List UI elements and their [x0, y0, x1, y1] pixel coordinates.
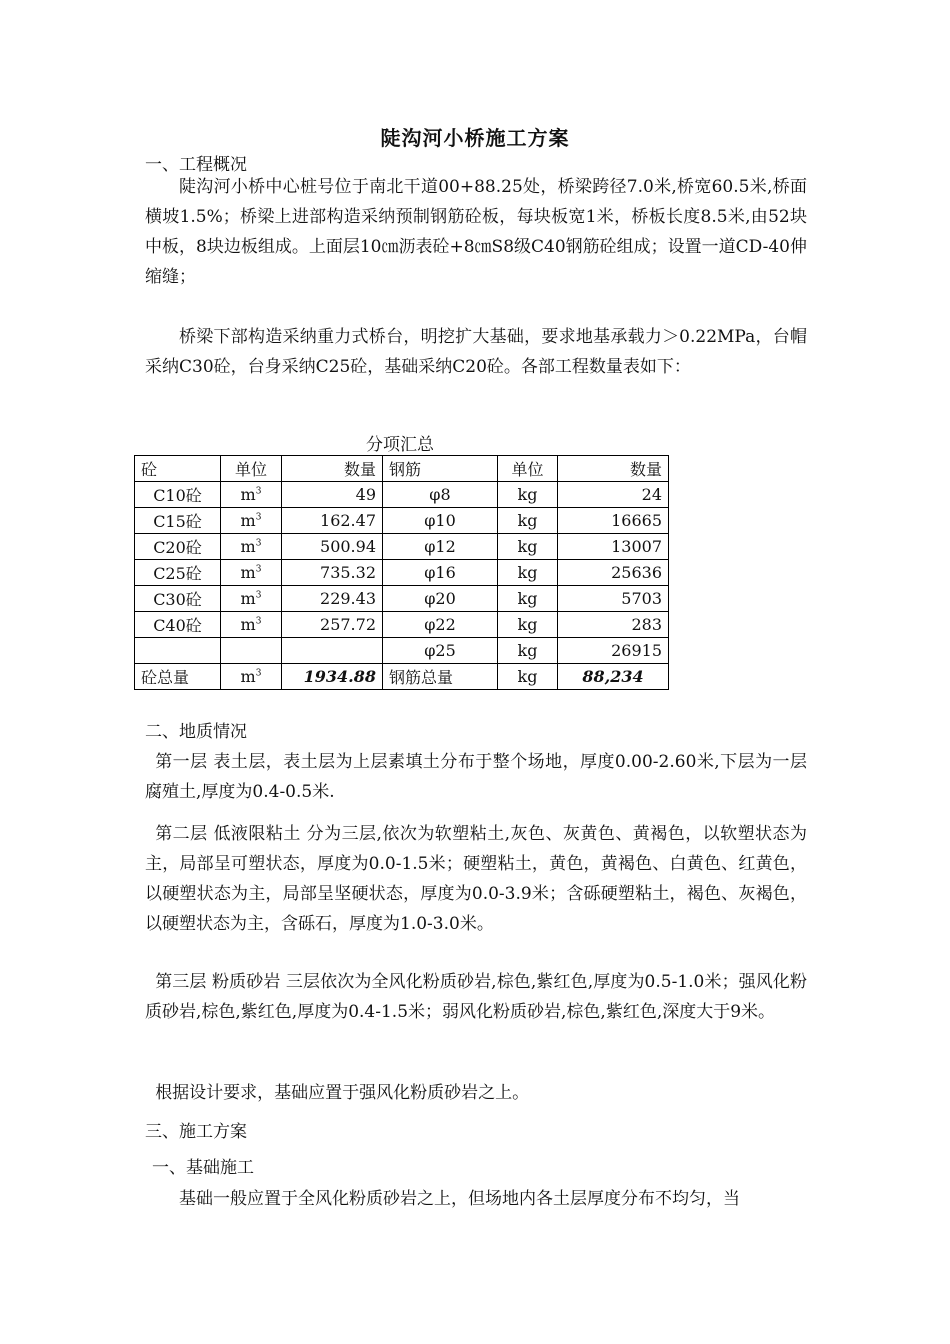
quantity-cell: 257.72 [282, 612, 383, 638]
unit-cell: kg [498, 508, 558, 534]
section-heading-overview: 一、工程概况 [145, 155, 247, 175]
foundation-paragraph: 基础一般应置于全风化粉质砂岩之上，但场地内各土层厚度分布不均匀，当 [179, 1189, 740, 1209]
unit-cell [221, 638, 282, 664]
unit-cell: kg [498, 612, 558, 638]
unit-cell: 单位 [498, 456, 558, 482]
quantity-cell: 数量 [558, 456, 669, 482]
rebar-spec-cell: φ25 [383, 638, 498, 664]
geology-paragraph-layer-1: 第一层 表土层，表土层为上层素填土分布于整个场地，厚度0.00-2.60米,下层为一层腐殖土,厚度为0.4-0.5米. [145, 752, 807, 802]
unit-superscript: 3 [255, 486, 262, 497]
unit-cell: $m^3$ [221, 586, 282, 612]
subsection-heading-foundation: 一、基础施工 [152, 1158, 254, 1178]
concrete-grade-cell: C20砼 [135, 534, 221, 560]
unit-cell: $m^3$ [221, 534, 282, 560]
quantity-cell: 162.47 [282, 508, 383, 534]
table-row [135, 638, 669, 664]
unit-superscript: 3 [255, 616, 262, 627]
unit-superscript: 3 [255, 538, 262, 549]
table-row [135, 534, 669, 560]
quantity-cell: 229.43 [282, 586, 383, 612]
quantity-table [134, 455, 669, 690]
overview-paragraph-2: 桥梁下部构造采纳重力式桥台，明挖扩大基础，要求地基承载力＞0.22MPa，台帽采纳C30砼，台身采纳C25砼，基础采纳C20砼。各部工程数量表如下： [145, 327, 807, 377]
table-row [135, 612, 669, 638]
table-total-row [135, 664, 669, 690]
quantity-cell: 283 [558, 612, 669, 638]
table-row [135, 482, 669, 508]
section-heading-construction: 三、施工方案 [145, 1122, 247, 1142]
unit-superscript: 3 [255, 668, 262, 679]
unit-cell: kg [498, 482, 558, 508]
geology-paragraph-requirement: 根据设计要求，基础应置于强风化粉质砂岩之上。 [155, 1083, 530, 1103]
concrete-grade-cell: C40砼 [135, 612, 221, 638]
unit-cell: $m^3$ [221, 612, 282, 638]
rebar-spec-cell: φ20 [383, 586, 498, 612]
unit-cell: $m^3$ [221, 560, 282, 586]
concrete-grade-cell: C25砼 [135, 560, 221, 586]
document-title: 陡沟河小桥施工方案 [380, 126, 570, 150]
rebar-spec-cell: φ12 [383, 534, 498, 560]
quantity-cell: 16665 [558, 508, 669, 534]
table-header-row [135, 456, 669, 482]
rebar-spec-cell: 钢筋 [383, 456, 498, 482]
rebar-spec-cell: φ22 [383, 612, 498, 638]
unit-cell: kg [498, 534, 558, 560]
unit-cell: kg [498, 664, 558, 690]
quantity-cell: 1934.88 [282, 664, 383, 690]
quantity-cell: 49 [282, 482, 383, 508]
concrete-grade-cell [135, 638, 221, 664]
concrete-grade-cell: 砼 [135, 456, 221, 482]
rebar-spec-cell: φ10 [383, 508, 498, 534]
geology-paragraph-layer-2: 第二层 低液限粘土 分为三层,依次为软塑粘土,灰色、灰黄色、黄褐色，以软塑状态为主，局部呈可塑状态，厚度为0.0-1.5米；硬塑粘土，黄色，黄褐色、白黄色、红黄色，以硬塑状态为主，局部呈坚硬状态，厚度为0.0-3.9米；含砾硬塑粘土，褐色、灰褐色，以硬塑状态为主，含砾石，厚度为1.0-3.0米。 [145, 824, 807, 934]
unit-cell: $m^3$ [221, 508, 282, 534]
unit-cell: kg [498, 586, 558, 612]
table-caption: 分项汇总 [366, 435, 434, 455]
unit-cell: kg [498, 638, 558, 664]
quantity-cell: 500.94 [282, 534, 383, 560]
unit-cell: $m^3$ [221, 664, 282, 690]
quantity-cell: 5703 [558, 586, 669, 612]
unit-superscript: 3 [255, 564, 262, 575]
unit-cell: $m^3$ [221, 482, 282, 508]
rebar-spec-cell: 钢筋总量 [383, 664, 498, 690]
unit-cell: kg [498, 560, 558, 586]
quantity-cell: 24 [558, 482, 669, 508]
table-row [135, 560, 669, 586]
quantity-cell: 735.32 [282, 560, 383, 586]
quantity-cell: 数量 [282, 456, 383, 482]
quantity-cell: 25636 [558, 560, 669, 586]
concrete-grade-cell: 砼总量 [135, 664, 221, 690]
concrete-grade-cell: C30砼 [135, 586, 221, 612]
unit-superscript: 3 [255, 512, 262, 523]
table-row [135, 508, 669, 534]
section-heading-geology: 二、地质情况 [145, 722, 247, 742]
rebar-spec-cell: φ16 [383, 560, 498, 586]
rebar-spec-cell: φ8 [383, 482, 498, 508]
unit-superscript: 3 [255, 590, 262, 601]
quantity-cell: 26915 [558, 638, 669, 664]
table-row [135, 586, 669, 612]
quantity-cell [282, 638, 383, 664]
unit-cell: 单位 [221, 456, 282, 482]
geology-paragraph-layer-3: 第三层 粉质砂岩 三层依次为全风化粉质砂岩,棕色,紫红色,厚度为0.5-1.0米；强风化粉质砂岩,棕色,紫红色,厚度为0.4-1.5米；弱风化粉质砂岩,棕色,紫红色,深度大于9米。 [145, 972, 807, 1022]
quantity-cell: 13007 [558, 534, 669, 560]
quantity-cell: 88,234 [558, 664, 669, 690]
concrete-grade-cell: C10砼 [135, 482, 221, 508]
overview-paragraph-1: 陡沟河小桥中心桩号位于南北干道00+88.25处，桥梁跨径7.0米,桥宽60.5米,桥面横坡1.5%；桥梁上进部构造采纳预制钢筋砼板，每块板宽1米，桥板长度8.5米,由52块中板，8块边板组成。上面层10㎝沥表砼+8㎝S8级C40钢筋砼组成；设置一道CD-40伸缩缝； [145, 177, 807, 287]
concrete-grade-cell: C15砼 [135, 508, 221, 534]
